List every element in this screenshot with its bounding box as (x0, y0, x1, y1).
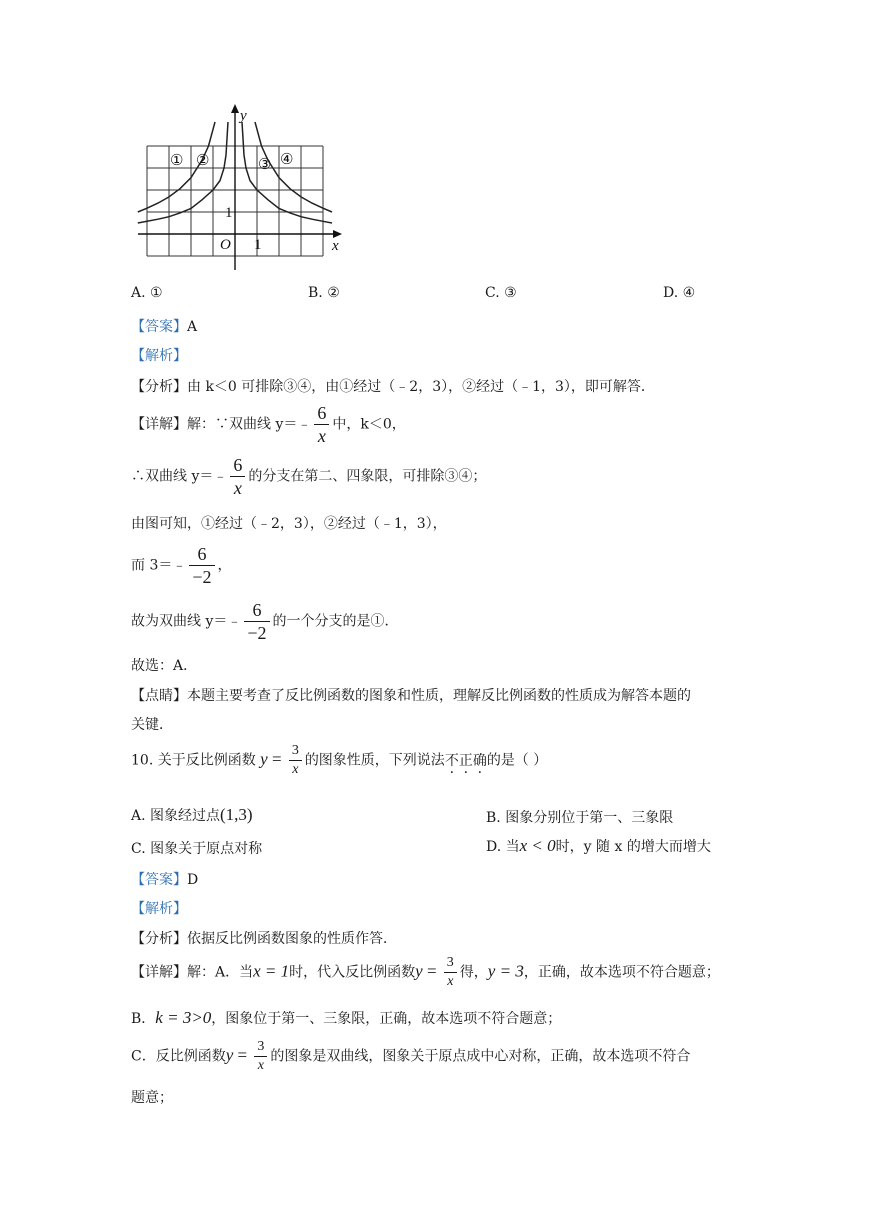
fraction (289, 744, 302, 777)
xiangjie-tag: 【详解】 (131, 416, 187, 433)
text: 时，代入反比例函数 (289, 964, 416, 981)
text: 本题主要考查了反比例函数的图象和性质，理解反比例函数的性质成为解答本题的 (187, 688, 691, 704)
y-tick-label: 1 (225, 205, 233, 221)
text: 的一个分支的是①． (272, 613, 399, 630)
fraction (444, 956, 457, 989)
q9-detail-line-4 (131, 545, 232, 586)
math: (1,3) (220, 805, 253, 824)
text: D. 当 (486, 839, 520, 855)
answer-tag: 【答案】 (131, 319, 187, 335)
q9-detail-line-1 (131, 404, 406, 445)
origin-label: O (220, 237, 231, 253)
curve-3 (242, 122, 332, 223)
math-y: y (225, 1045, 234, 1065)
x-axis-label: x (332, 238, 339, 254)
text: 的图象性质，下列说法 (304, 752, 445, 769)
denominator: x (233, 478, 242, 498)
emphasis-char: 正 (458, 752, 473, 769)
math: k = 3>0 (155, 1008, 212, 1027)
fenxi-tag: 【分析】 (131, 379, 187, 395)
q9-option-b: B. ② (308, 285, 340, 301)
emphasis-char: 确 (472, 752, 487, 769)
text: 得， (459, 964, 488, 981)
q10-detail-line-3: C．反比例函数y = $\frac{3}{x}$ 的图象是双曲线，图象关于原点成中心对称，正确，故本选项不符合 (131, 1039, 691, 1073)
math-eq: = (267, 749, 286, 769)
curve-label-3: ③ (258, 157, 272, 173)
denominator: −2 (192, 567, 212, 587)
numerator: 6 (314, 404, 329, 425)
numerator: 6 (230, 456, 245, 477)
fraction (230, 456, 245, 497)
fraction (314, 404, 329, 445)
text: 的图象是双曲线，图象关于原点成中心对称，正确，故本选项不符合 (270, 1048, 691, 1065)
y-axis-label: y (240, 108, 247, 124)
math: x < 0 (519, 836, 556, 855)
numerator: 6 (189, 545, 214, 566)
q10-analysis-tag: 【解析】 (131, 901, 187, 917)
text: 10. 关于反比例函数 (131, 752, 256, 769)
text: 中，k＜0， (332, 416, 406, 433)
text: ， (217, 557, 232, 574)
curve-2 (138, 122, 228, 223)
q10-detail-line-1: 【详解】解：A．当x = 1时，代入反比例函数y = $\frac{3}{x}$ 得，y = 3，正确，故本选项不符合题意； (131, 955, 720, 989)
dianjing-tag: 【点睛】 (131, 688, 187, 704)
text: A. 图象经过点 (131, 808, 221, 824)
hyperbola-figure (130, 100, 350, 275)
text: 而 3＝﹣ (131, 557, 187, 574)
denominator: x (317, 426, 326, 446)
text: ，图象位于第一、三象限，正确，故本选项不符合题意； (211, 1011, 562, 1027)
math-y: y (260, 749, 268, 769)
text: 的是（ ） (486, 752, 548, 769)
denominator: x (447, 974, 454, 989)
q9-fenxi (131, 376, 655, 396)
answer-value: A (187, 319, 198, 335)
denominator: x (257, 1058, 264, 1073)
q9-dianjing-cont: 关键． (131, 717, 173, 733)
q10-option-b: B. 图象分别位于第一、三象限 (486, 810, 674, 826)
q9-dianjing (131, 685, 691, 705)
q10-detail-line-4: 题意； (131, 1090, 173, 1106)
curve-label-2: ② (196, 153, 210, 169)
q10-option-a (131, 805, 253, 825)
text: 时，y 随 x 的增大而增大 (555, 839, 711, 855)
text: 的分支在第二、四象限，可排除③④； (248, 468, 487, 485)
text: ，正确，故本选项不符合题意； (523, 964, 720, 981)
x-tick-label: 1 (254, 237, 262, 253)
q10-answer (131, 869, 198, 889)
numerator: 3 (444, 956, 457, 973)
answer-tag: 【答案】 (131, 872, 187, 888)
q10-option-c: C. 图象关于原点对称 (131, 841, 263, 857)
math: x = 1 (253, 961, 290, 981)
q10-stem (131, 744, 547, 777)
answer-value: D (187, 872, 199, 888)
q10-detail-line-2 (131, 1008, 561, 1028)
denominator: x (292, 762, 299, 777)
q9-answer (131, 316, 197, 336)
q9-option-c: C. ③ (485, 285, 517, 301)
q9-detail-line-6: 故选：A． (131, 658, 198, 674)
text: B． (131, 1011, 156, 1027)
numerator: 3 (254, 1040, 267, 1057)
figure-labels (170, 108, 339, 254)
q9-analysis-tag: 【解析】 (131, 348, 187, 364)
text: 故为双曲线 y＝﹣ (131, 613, 242, 630)
xiangjie-tag: 【详解】 (131, 964, 187, 981)
fenxi-tag: 【分析】 (131, 931, 187, 947)
curve-label-4: ④ (280, 152, 294, 168)
fenxi-text: 由 k＜0 可排除③④，由①经过（﹣2，3），②经过（﹣1，3），即可解答． (187, 379, 655, 395)
q9-detail-line-5 (131, 601, 399, 642)
text: C．反比例函数 (131, 1048, 226, 1065)
text: ∴双曲线 y＝﹣ (131, 468, 228, 485)
numerator: 6 (244, 601, 269, 622)
fraction (189, 545, 214, 586)
curve-label-1: ① (170, 153, 184, 169)
text: 解：∵双曲线 y＝﹣ (187, 416, 312, 433)
math: y = 3 (487, 961, 524, 981)
emphasis-char: 不 (444, 752, 459, 769)
fraction (244, 601, 269, 642)
q9-detail-line-2 (131, 456, 486, 497)
q10-fenxi (131, 928, 397, 948)
q9-option-a: A. ① (131, 285, 163, 301)
fenxi-text: 依据反比例函数图象的性质作答． (187, 931, 397, 947)
fraction (254, 1040, 267, 1073)
q9-detail-line-3: 由图可知，①经过（﹣2，3），②经过（﹣1，3）， (131, 516, 447, 532)
text: 解：A．当 (187, 964, 254, 981)
denominator: −2 (247, 623, 267, 643)
q10-option-d (486, 836, 711, 856)
math-y: y (415, 961, 423, 981)
numerator: 3 (289, 744, 302, 761)
q9-option-d: D. ④ (663, 285, 696, 301)
